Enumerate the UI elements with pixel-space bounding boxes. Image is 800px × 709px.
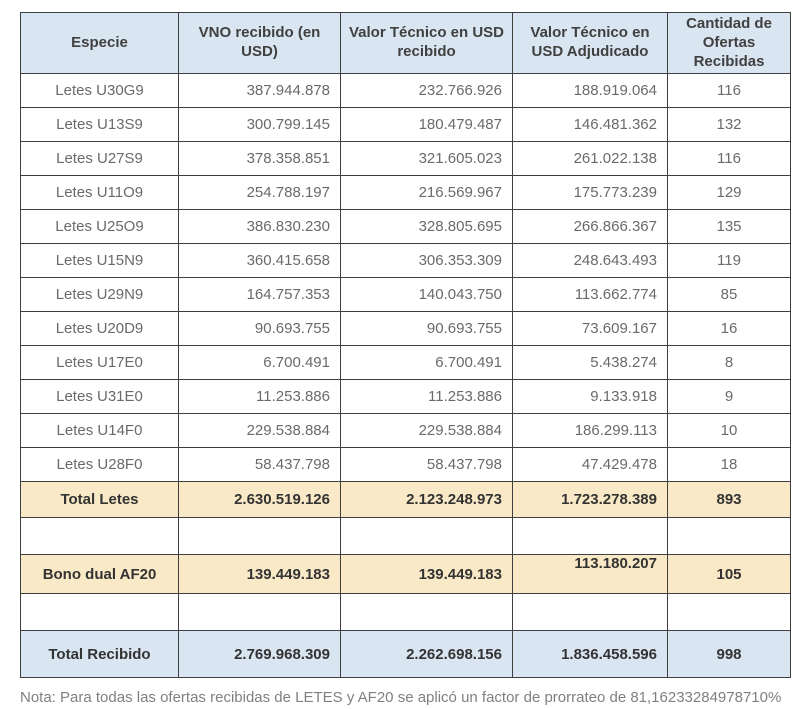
cell-vt-adjudicado: 266.866.367 (513, 210, 668, 244)
cell-vt-adjudicado: 73.609.167 (513, 312, 668, 346)
cell-ofertas: 16 (668, 312, 791, 346)
cell-vt-recibido: 306.353.309 (341, 244, 513, 278)
total-letes-row (21, 482, 791, 518)
table-row (21, 414, 791, 448)
cell-especie: Letes U30G9 (21, 74, 179, 108)
table-row (21, 346, 791, 380)
cell-vt-adjudicado: 261.022.138 (513, 142, 668, 176)
cell-especie: Letes U13S9 (21, 108, 179, 142)
table-row (21, 380, 791, 414)
cell-bono-label: Bono dual AF20 (21, 555, 179, 594)
cell-ofertas: 119 (668, 244, 791, 278)
cell-ofertas: 116 (668, 74, 791, 108)
cell-vt-recibido: 6.700.491 (341, 346, 513, 380)
cell-especie: Letes U11O9 (21, 176, 179, 210)
column-header-especie: Especie (21, 13, 179, 74)
cell-vno: 254.788.197 (179, 176, 341, 210)
cell-bono-ofertas: 105 (668, 555, 791, 594)
cell-vno: 386.830.230 (179, 210, 341, 244)
cell-vno: 229.538.884 (179, 414, 341, 448)
cell-bono-vt-adjudicado: 113.180.207 (513, 555, 668, 594)
cell-especie: Letes U15N9 (21, 244, 179, 278)
cell-vt-adjudicado: 47.429.478 (513, 448, 668, 482)
cell-vno: 11.253.886 (179, 380, 341, 414)
cell-vno: 360.415.658 (179, 244, 341, 278)
cell-especie: Letes U31E0 (21, 380, 179, 414)
table-row (21, 108, 791, 142)
cell-vt-recibido: 321.605.023 (341, 142, 513, 176)
cell-vno: 378.358.851 (179, 142, 341, 176)
cell-bono-vt-recibido: 139.449.183 (341, 555, 513, 594)
spacer-row (21, 594, 791, 631)
cell-vno: 58.437.798 (179, 448, 341, 482)
cell-especie: Letes U17E0 (21, 346, 179, 380)
cell-vt-adjudicado: 188.919.064 (513, 74, 668, 108)
cell-vt-adjudicado: 5.438.274 (513, 346, 668, 380)
cell-total-recibido-ofertas: 998 (668, 631, 791, 678)
cell-vt-recibido: 140.043.750 (341, 278, 513, 312)
cell-vt-adjudicado: 186.299.113 (513, 414, 668, 448)
cell-total-recibido-vt-adjudicado: 1.836.458.596 (513, 631, 668, 678)
cell-especie: Letes U25O9 (21, 210, 179, 244)
cell-total-letes-ofertas: 893 (668, 482, 791, 518)
table-row (21, 176, 791, 210)
column-header-vno-recibido: VNO recibido (en USD) (179, 13, 341, 74)
table-row (21, 448, 791, 482)
cell-especie: Letes U27S9 (21, 142, 179, 176)
cell-vt-recibido: 229.538.884 (341, 414, 513, 448)
cell-total-letes-vt-adjudicado: 1.723.278.389 (513, 482, 668, 518)
cell-total-recibido-vt-recibido: 2.262.698.156 (341, 631, 513, 678)
table-row (21, 244, 791, 278)
cell-vno: 90.693.755 (179, 312, 341, 346)
cell-vt-recibido: 232.766.926 (341, 74, 513, 108)
cell-especie: Letes U20D9 (21, 312, 179, 346)
footnote: Nota: Para todas las ofertas recibidas de LETES y AF20 se aplicó un factor de prorrateo de 81,16233284978710% (20, 689, 782, 707)
column-header-valor-tecnico-adjudicado: Valor Técnico en USD Adjudicado (513, 13, 668, 74)
cell-vt-recibido: 216.569.967 (341, 176, 513, 210)
cell-especie: Letes U14F0 (21, 414, 179, 448)
cell-especie: Letes U28F0 (21, 448, 179, 482)
table-row (21, 142, 791, 176)
cell-vno: 300.799.145 (179, 108, 341, 142)
auction-results-table (20, 12, 791, 678)
cell-vt-adjudicado: 175.773.239 (513, 176, 668, 210)
cell-vno: 6.700.491 (179, 346, 341, 380)
header-row (21, 13, 791, 74)
column-header-cantidad-ofertas: Cantidad de Ofertas Recibidas (668, 13, 791, 74)
cell-vt-adjudicado: 113.662.774 (513, 278, 668, 312)
cell-total-recibido-vno: 2.769.968.309 (179, 631, 341, 678)
cell-vno: 387.944.878 (179, 74, 341, 108)
cell-total-letes-vno: 2.630.519.126 (179, 482, 341, 518)
cell-ofertas: 10 (668, 414, 791, 448)
cell-ofertas: 135 (668, 210, 791, 244)
cell-vt-recibido: 180.479.487 (341, 108, 513, 142)
column-header-valor-tecnico-recibido: Valor Técnico en USD recibido (341, 13, 513, 74)
cell-vt-adjudicado: 248.643.493 (513, 244, 668, 278)
cell-vt-recibido: 328.805.695 (341, 210, 513, 244)
cell-vt-recibido: 58.437.798 (341, 448, 513, 482)
cell-ofertas: 85 (668, 278, 791, 312)
bono-dual-af20-row (21, 555, 791, 594)
cell-total-recibido-label: Total Recibido (21, 631, 179, 678)
cell-ofertas: 9 (668, 380, 791, 414)
cell-especie: Letes U29N9 (21, 278, 179, 312)
cell-vt-adjudicado: 9.133.918 (513, 380, 668, 414)
table-row (21, 278, 791, 312)
cell-ofertas: 18 (668, 448, 791, 482)
cell-vt-adjudicado: 146.481.362 (513, 108, 668, 142)
cell-vt-recibido: 11.253.886 (341, 380, 513, 414)
cell-ofertas: 129 (668, 176, 791, 210)
cell-ofertas: 8 (668, 346, 791, 380)
cell-total-letes-label: Total Letes (21, 482, 179, 518)
cell-ofertas: 116 (668, 142, 791, 176)
cell-vno: 164.757.353 (179, 278, 341, 312)
total-recibido-row (21, 631, 791, 678)
cell-bono-vno: 139.449.183 (179, 555, 341, 594)
cell-total-letes-vt-recibido: 2.123.248.973 (341, 482, 513, 518)
cell-ofertas: 132 (668, 108, 791, 142)
table-row (21, 312, 791, 346)
spacer-row (21, 518, 791, 555)
table-row (21, 210, 791, 244)
cell-vt-recibido: 90.693.755 (341, 312, 513, 346)
table-row (21, 74, 791, 108)
